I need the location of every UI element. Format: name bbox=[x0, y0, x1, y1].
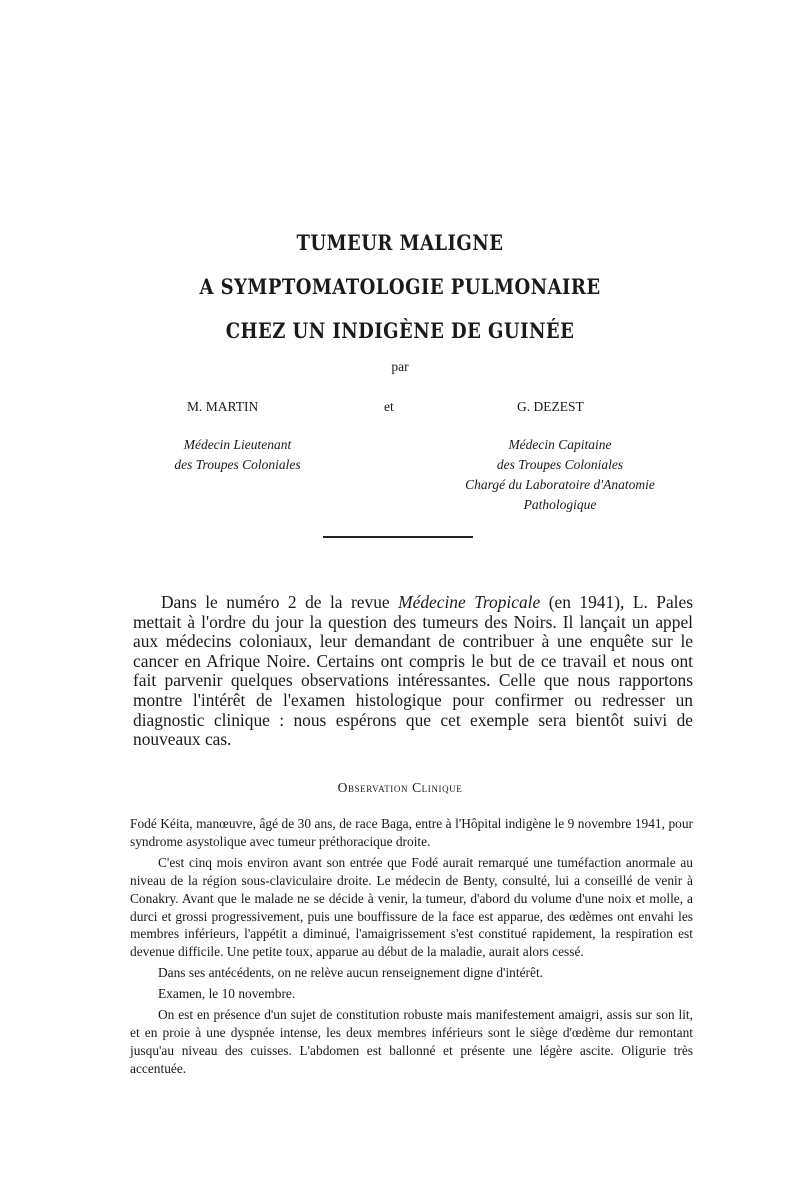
affiliation-dezest bbox=[430, 435, 690, 515]
affiliation-line: Chargé du Laboratoire d'Anatomie bbox=[465, 477, 655, 492]
journal-name: Médecine Tropicale bbox=[398, 592, 541, 612]
author-dezest: G. DEZEST bbox=[517, 399, 584, 414]
byline-par: par bbox=[391, 359, 409, 374]
body-paragraph-1: Fodé Kéita, manœuvre, âgé de 30 ans, de race Baga, entre à l'Hôpital indigène le 9 novembre 1941, pour syndrome asystolique avec tumeur préthoracique droite. bbox=[130, 816, 693, 849]
body-paragraph-3: Dans ses antécédents, on ne relève aucun renseignement digne d'intérêt. bbox=[158, 965, 544, 981]
body-paragraph-2: C'est cinq mois environ avant son entrée que Fodé aurait remarqué une tuméfaction anormale au niveau de la région sous-claviculaire droite. Le médecin de Benty, consulté, lui a conseillé de venir à Conakry. Avant que le malade ne se décide à venir, la tumeur, d'abord du volume d'une noix et molle, a durci et grossi progressivement, puis une bouffissure de la face est apparue, des œdèmes ont envahi les membres inférieurs, l'appétit a diminué, l'amaigrissement s'est constitué rapidement, la respiration est devenue difficile. Une petite toux, apparue au début de la maladie, aurait alors cessé. bbox=[130, 854, 693, 960]
affiliation-line: des Troupes Coloniales bbox=[496, 457, 624, 472]
affiliation-line: Pathologique bbox=[523, 497, 597, 512]
body-paragraph-4: Examen, le 10 novembre. bbox=[158, 986, 296, 1002]
intro-text-rest: (en 1941), L. Pales mettait à l'ordre du jour la question des tumeurs des Noirs. Il lançait un appel aux médecins coloniaux, leur demandant de contribuer à une enquête sur le cancer en Afrique Noire. Certains ont compris le but de ce travail et nous ont fait parvenir quelques observations intéressantes. Celle que nous rapportons montre l'intérêt de l'examen histologique pour confirmer ou redresser un diagnostic clinique : nous espérons que cet exemple sera bientôt suivi de nouveaux cas. bbox=[133, 592, 693, 750]
title-line-1: TUMEUR MALIGNE bbox=[296, 230, 504, 255]
intro-text-start: Dans le numéro 2 de la revue bbox=[161, 592, 399, 612]
affiliation-line: des Troupes Coloniales bbox=[174, 457, 301, 472]
title-line-2: A SYMPTOMATOLOGIE PULMONAIRE bbox=[199, 274, 601, 299]
affiliation-line: Médecin Lieutenant bbox=[183, 437, 292, 452]
body-paragraph-5: On est en présence d'un sujet de constitution robuste mais manifestement amaigri, assis sur son lit, et en proie à une dyspnée intense, les deux membres inférieurs sont le siège d'œdème dur remontant jusqu'au niveau des cuisses. L'abdomen est ballonné et présente une légère ascite. Oligurie très accentuée. bbox=[130, 1007, 693, 1076]
title-line-3: CHEZ UN INDIGÈNE DE GUINÉE bbox=[225, 318, 575, 343]
affiliation-martin bbox=[145, 435, 330, 475]
author-martin: M. MARTIN bbox=[187, 399, 259, 414]
intro-paragraph bbox=[133, 593, 693, 750]
section-heading: Observation Clinique bbox=[337, 780, 463, 795]
affiliation-line: Médecin Capitaine bbox=[508, 437, 612, 452]
separator-rule bbox=[323, 536, 473, 538]
observation-body bbox=[130, 815, 693, 1081]
author-conjunction: et bbox=[384, 399, 394, 414]
